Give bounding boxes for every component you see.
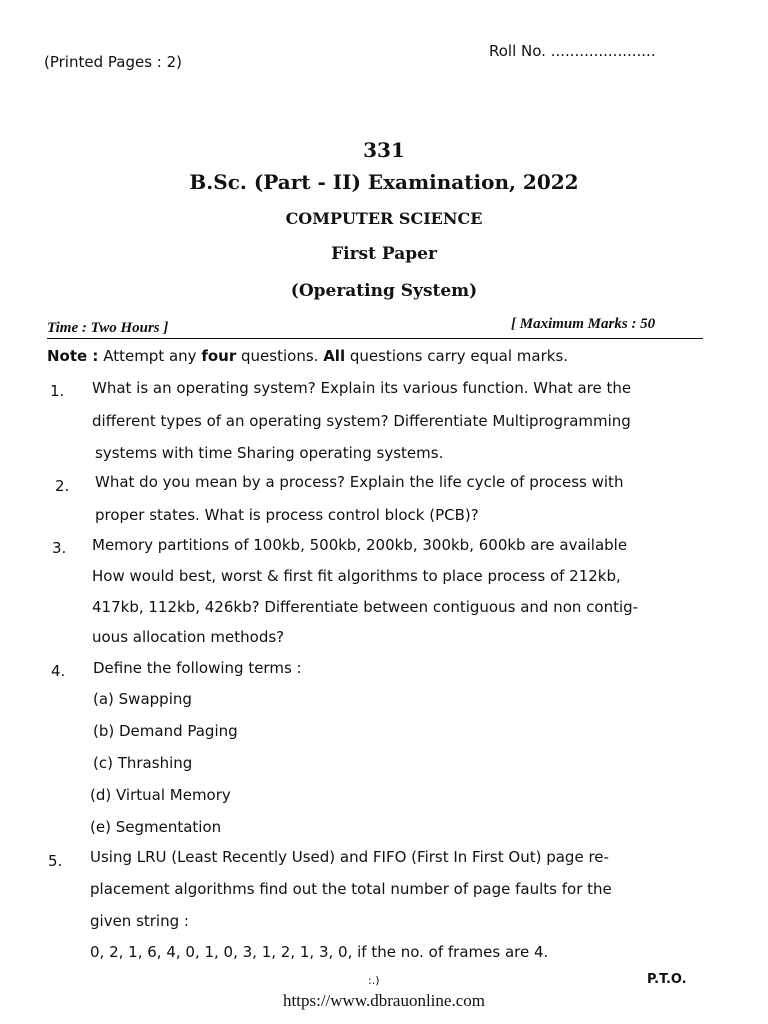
exam-title: B.Sc. (Part - II) Examination, 2022 [189,170,579,194]
question-2-number: 2. [55,477,70,495]
please-turn-over: P.T.O. [647,972,687,987]
question-4-option-c: (c) Thrashing [93,754,193,772]
roll-number-field: Roll No. ...................... [489,42,656,60]
header-divider [47,338,703,339]
question-3-line-3: 417kb, 112kb, 426kb? Differentiate between contiguous and non contig- [92,598,639,616]
question-2-line-2: proper states. What is process control block (PCB)? [95,506,479,524]
question-5-line-4: 0, 2, 1, 6, 4, 0, 1, 0, 3, 1, 2, 1, 3, 0, if the no. of frames are 4. [90,943,549,961]
question-1-number: 1. [50,382,65,400]
time-allowed: Time : Two Hours ] [47,320,169,336]
question-5-line-3: given string : [90,912,189,930]
question-2-line-1: What do you mean by a process? Explain the life cycle of process with [95,473,624,491]
note-text-3: questions carry equal marks. [345,347,569,365]
question-4-option-a: (a) Swapping [93,690,192,708]
paper-topic: (Operating System) [290,281,478,301]
question-1-line-1: What is an operating system? Explain its various function. What are the [92,379,632,397]
question-3-line-4: uous allocation methods? [92,628,285,646]
question-1-line-3: systems with time Sharing operating systems. [95,444,444,462]
note-text-2: questions. [236,347,324,365]
note-bold-four: four [201,347,237,365]
note-text-1: Attempt any [98,347,202,365]
question-5-line-2: placement algorithms find out the total number of page faults for the [90,880,612,898]
paper-name: First Paper [331,244,437,264]
question-3-number: 3. [52,539,67,557]
question-5-number: 5. [48,852,63,870]
question-3-line-2: How would best, worst & first fit algorithms to place process of 212kb, [92,567,621,585]
note-label: Note : [47,347,99,365]
note-bold-all: All [323,347,346,365]
question-1-line-2: different types of an operating system? Differentiate Multiprogramming [92,412,631,430]
question-5-line-1: Using LRU (Least Recently Used) and FIFO (First In First Out) page re- [90,848,609,866]
instructions-note [47,347,568,365]
subject-title: COMPUTER SCIENCE [285,209,483,228]
question-4-option-d: (d) Virtual Memory [90,786,231,804]
paper-code: 331 [363,138,405,162]
question-4-option-b: (b) Demand Paging [93,722,238,740]
printed-pages: (Printed Pages : 2) [44,53,182,71]
question-3-line-1: Memory partitions of 100kb, 500kb, 200kb, 300kb, 600kb are available [92,536,628,554]
maximum-marks: [ Maximum Marks : 50 [511,316,656,332]
question-4-option-e: (e) Segmentation [90,818,222,836]
footer-page-mark: :.) [368,974,380,987]
website-url: https://www.dbrauonline.com [283,991,485,1010]
question-4-number: 4. [51,662,66,680]
question-4-line-1: Define the following terms : [93,659,302,677]
